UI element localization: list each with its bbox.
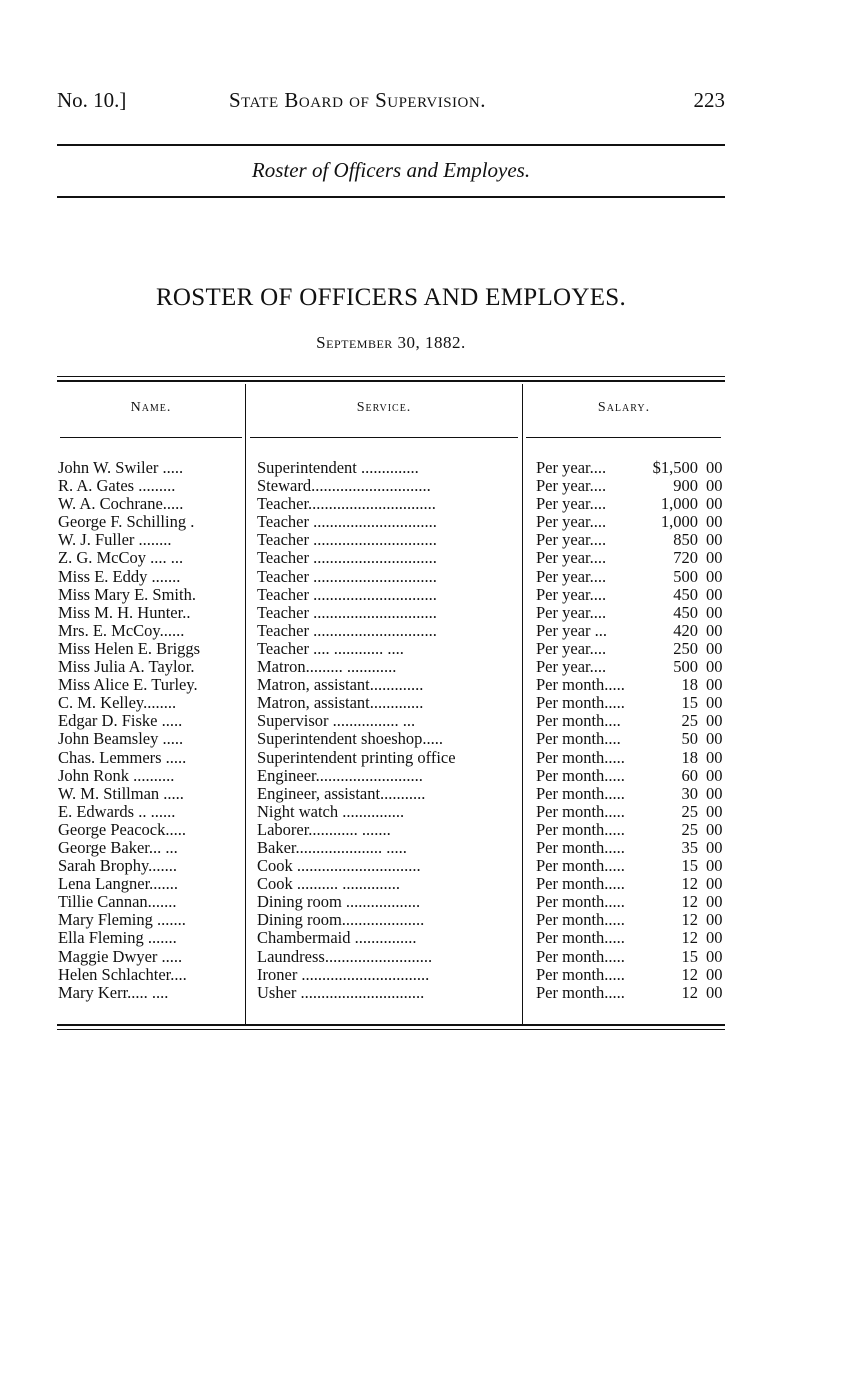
salary-dollars: 35: [681, 837, 698, 857]
salary-cents: 00: [706, 747, 723, 767]
employee-service: Superintendent printing office: [257, 748, 456, 767]
salary-dollars: 900: [673, 476, 698, 496]
employee-service: Teacher ..............................: [257, 531, 437, 550]
salary-cents: 00: [706, 729, 723, 749]
employee-service: Ironer ...............................: [257, 965, 430, 984]
employee-service: Baker..................... .....: [257, 838, 407, 857]
employee-service: Teacher...............................: [257, 495, 436, 514]
column-header-name: Name.: [130, 400, 172, 415]
employee-name: Miss E. Eddy .......: [58, 567, 181, 586]
column-header-salary: Salary.: [597, 400, 651, 415]
salary-rate: Per month.....: [536, 694, 625, 713]
employee-name: Mrs. E. McCoy......: [58, 621, 185, 640]
salary-rate: Per month.....: [536, 676, 625, 695]
employee-name: W. J. Fuller ........: [58, 531, 172, 550]
table-row: [58, 893, 728, 911]
salary-dollars: 250: [673, 638, 698, 658]
salary-rate: Per year....: [536, 585, 607, 604]
employee-service: Superintendent ..............: [257, 459, 419, 477]
salary-cents: 00: [706, 693, 723, 713]
roster-date: September 30, 1882.: [316, 333, 466, 352]
employee-service: Chambermaid ...............: [257, 929, 417, 948]
salary-cents: 00: [706, 620, 723, 640]
employee-name: W. M. Stillman .....: [58, 784, 184, 803]
salary-cents: 00: [706, 946, 723, 966]
salary-cents: 00: [706, 928, 723, 948]
page-number: 223: [693, 88, 725, 112]
salary-cents: 00: [706, 638, 723, 658]
salary-dollars: 25: [681, 819, 698, 839]
employee-service: Teacher ..............................: [257, 513, 437, 532]
employee-name: Miss Mary E. Smith.: [58, 585, 196, 604]
salary-cents: 00: [706, 711, 723, 731]
table-row: [58, 929, 728, 947]
employee-service: Superintendent shoeshop.....: [257, 730, 444, 749]
employee-service: Teacher ..............................: [257, 603, 437, 622]
employee-name: E. Edwards .. ......: [58, 802, 176, 821]
employee-name: Miss Julia A. Taylor.: [58, 658, 195, 677]
employee-name: John Beamsley .....: [58, 730, 184, 749]
table-row: [58, 821, 728, 839]
running-header: [57, 84, 725, 116]
table-row: [58, 622, 728, 640]
salary-dollars: 15: [681, 693, 698, 713]
table-rule-top-1: [57, 376, 725, 377]
header-underline-service: [250, 437, 518, 438]
table-rule-top-2: [57, 380, 725, 382]
employee-service: Teacher ..............................: [257, 585, 437, 604]
table-row: [58, 676, 728, 694]
table-row: [58, 531, 728, 549]
salary-cents: 00: [706, 584, 723, 604]
salary-dollars: 15: [681, 946, 698, 966]
salary-dollars: 18: [681, 747, 698, 767]
employee-service: Cook ..............................: [257, 857, 421, 876]
table-row: [58, 749, 728, 767]
salary-rate: Per month.....: [536, 911, 625, 930]
salary-dollars: 420: [673, 620, 698, 640]
employee-name: Mary Fleming .......: [58, 911, 186, 930]
salary-cents: 00: [706, 530, 723, 550]
salary-cents: 00: [706, 801, 723, 821]
salary-dollars: 60: [681, 765, 698, 785]
salary-rate: Per month.....: [536, 838, 625, 857]
salary-cents: 00: [706, 856, 723, 876]
employee-service: Teacher ..............................: [257, 567, 437, 586]
salary-dollars: 1,000: [660, 512, 698, 532]
employee-name: C. M. Kelley........: [58, 694, 177, 713]
salary-rate: Per month.....: [536, 784, 625, 803]
salary-rate: Per year....: [536, 567, 607, 586]
salary-dollars: 25: [681, 711, 698, 731]
salary-rate: Per month.....: [536, 983, 625, 1002]
salary-rate: Per year....: [536, 495, 607, 514]
salary-dollars: 12: [681, 964, 698, 984]
salary-cents: 00: [706, 837, 723, 857]
salary-dollars: 30: [681, 783, 698, 803]
employee-service: Engineer, assistant...........: [257, 784, 426, 803]
salary-cents: 00: [706, 494, 723, 514]
salary-rate: Per month.....: [536, 893, 625, 912]
employee-name: Miss Alice E. Turley.: [58, 676, 198, 695]
table-row: [58, 495, 728, 513]
table-row: [58, 839, 728, 857]
salary-rate: Per month.....: [536, 802, 625, 821]
employee-name: Chas. Lemmers .....: [58, 748, 187, 767]
employee-service: Matron......... ............: [257, 658, 397, 677]
salary-rate: Per month.....: [536, 748, 625, 767]
salary-dollars: 12: [681, 982, 698, 1002]
employee-name: W. A. Cochrane.....: [58, 495, 184, 514]
running-title: State Board of Supervision.: [229, 88, 486, 112]
salary-dollars: 50: [681, 729, 698, 749]
table-row: [58, 477, 728, 495]
salary-cents: 00: [706, 657, 723, 677]
employee-name: John Ronk ..........: [58, 766, 175, 785]
employee-service: Engineer..........................: [257, 766, 423, 785]
table-row: [58, 984, 728, 1002]
employee-name: Sarah Brophy.......: [58, 857, 177, 876]
salary-cents: 00: [706, 783, 723, 803]
document-number: No. 10.]: [57, 88, 127, 112]
salary-cents: 00: [706, 512, 723, 532]
employee-name: George Baker... ...: [58, 838, 178, 857]
table-row: [58, 640, 728, 658]
employee-name: George Peacock.....: [58, 820, 186, 839]
employee-service: Cook .......... ..............: [257, 875, 401, 894]
salary-rate: Per month.....: [536, 820, 625, 839]
table-row: [58, 604, 728, 622]
employee-service: Night watch ...............: [257, 802, 405, 821]
table-rule-bottom-1: [57, 1024, 725, 1026]
section-subtitle: Roster of Officers and Employes.: [251, 158, 531, 182]
table-row: [58, 803, 728, 821]
salary-rate: Per month.....: [536, 766, 625, 785]
salary-rate: Per month....: [536, 712, 621, 731]
table-row: [58, 911, 728, 929]
employee-name: John W. Swiler .....: [58, 459, 184, 477]
salary-cents: 00: [706, 476, 723, 496]
salary-dollars: 25: [681, 801, 698, 821]
salary-rate: Per month.....: [536, 857, 625, 876]
salary-cents: 00: [706, 982, 723, 1002]
header-underline-salary: [526, 437, 721, 438]
employee-name: R. A. Gates .........: [58, 477, 176, 496]
salary-cents: 00: [706, 765, 723, 785]
salary-dollars: 12: [681, 892, 698, 912]
table-row: [58, 568, 728, 586]
salary-dollars: 12: [681, 874, 698, 894]
salary-rate: Per year ...: [536, 621, 608, 640]
employee-name: Maggie Dwyer .....: [58, 947, 183, 966]
page-title: ROSTER OF OFFICERS AND EMPLOYES.: [155, 284, 627, 311]
employee-service: Laundress..........................: [257, 947, 433, 966]
salary-rate: Per month.....: [536, 947, 625, 966]
salary-dollars: 500: [673, 566, 698, 586]
employee-service: Teacher .... ............ ....: [257, 639, 404, 658]
employee-name: Ella Fleming .......: [58, 929, 177, 948]
salary-rate: Per year....: [536, 603, 607, 622]
salary-cents: 00: [706, 548, 723, 568]
salary-cents: 00: [706, 892, 723, 912]
salary-rate: Per year....: [536, 639, 607, 658]
employee-name: Z. G. McCoy .... ...: [58, 549, 184, 568]
salary-dollars: 500: [673, 657, 698, 677]
employee-name: Edgar D. Fiske .....: [58, 712, 183, 731]
header-rule-top: [57, 144, 725, 146]
table-row: [58, 712, 728, 730]
salary-cents: 00: [706, 964, 723, 984]
salary-dollars: 15: [681, 856, 698, 876]
table-row: [58, 875, 728, 893]
employee-service: Teacher ..............................: [257, 621, 437, 640]
salary-dollars: 720: [673, 548, 698, 568]
salary-cents: 00: [706, 819, 723, 839]
salary-rate: Per year....: [536, 549, 607, 568]
employee-name: George F. Schilling .: [58, 513, 195, 532]
salary-rate: Per year....: [536, 477, 607, 496]
salary-rate: Per month.....: [536, 965, 625, 984]
table-row: [58, 767, 728, 785]
table-row: [58, 966, 728, 984]
table-row: [58, 549, 728, 567]
employee-service: Supervisor ................ ...: [257, 712, 416, 731]
employee-name: Tillie Cannan.......: [58, 893, 177, 912]
salary-dollars: 450: [673, 584, 698, 604]
salary-rate: Per month.....: [536, 875, 625, 894]
column-header-service: Service.: [356, 400, 412, 415]
header-rule-bottom: [57, 196, 725, 198]
roster-table-body: [58, 459, 728, 1002]
salary-cents: 00: [706, 602, 723, 622]
salary-rate: Per year....: [536, 658, 607, 677]
header-underline-name: [60, 437, 242, 438]
salary-cents: 00: [706, 675, 723, 695]
table-row: [58, 459, 728, 477]
employee-name: Miss Helen E. Briggs: [58, 639, 201, 658]
table-row: [58, 694, 728, 712]
salary-rate: Per month.....: [536, 929, 625, 948]
salary-dollars: 12: [681, 928, 698, 948]
employee-name: Helen Schlachter....: [58, 965, 187, 984]
salary-dollars: 450: [673, 602, 698, 622]
table-row: [58, 730, 728, 748]
employee-name: Lena Langner.......: [58, 875, 179, 894]
salary-cents: 00: [706, 910, 723, 930]
salary-rate: Per year....: [536, 513, 607, 532]
salary-rate: Per month....: [536, 730, 621, 749]
employee-service: Laborer............ .......: [257, 820, 391, 839]
salary-dollars: 18: [681, 675, 698, 695]
employee-service: Matron, assistant.............: [257, 694, 424, 713]
employee-name: Miss M. H. Hunter..: [58, 603, 191, 622]
employee-service: Matron, assistant.............: [257, 676, 424, 695]
salary-dollars: 850: [673, 530, 698, 550]
employee-name: Mary Kerr..... ....: [58, 983, 169, 1002]
salary-cents: 00: [706, 566, 723, 586]
salary-cents: 00: [706, 874, 723, 894]
salary-dollars: $1,500: [652, 458, 698, 477]
table-row: [58, 785, 728, 803]
salary-rate: Per year....: [536, 459, 607, 477]
employee-service: Dining room....................: [257, 911, 425, 930]
table-row: [58, 513, 728, 531]
salary-dollars: 12: [681, 910, 698, 930]
employee-service: Steward.............................: [257, 477, 431, 496]
salary-rate: Per year....: [536, 531, 607, 550]
table-row: [58, 658, 728, 676]
table-rule-bottom-2: [57, 1029, 725, 1030]
employee-service: Teacher ..............................: [257, 549, 437, 568]
salary-cents: 00: [706, 458, 723, 477]
employee-service: Usher ..............................: [257, 983, 425, 1002]
table-row: [58, 948, 728, 966]
salary-dollars: 1,000: [660, 494, 698, 514]
table-row: [58, 586, 728, 604]
table-row: [58, 857, 728, 875]
employee-service: Dining room ..................: [257, 893, 421, 912]
